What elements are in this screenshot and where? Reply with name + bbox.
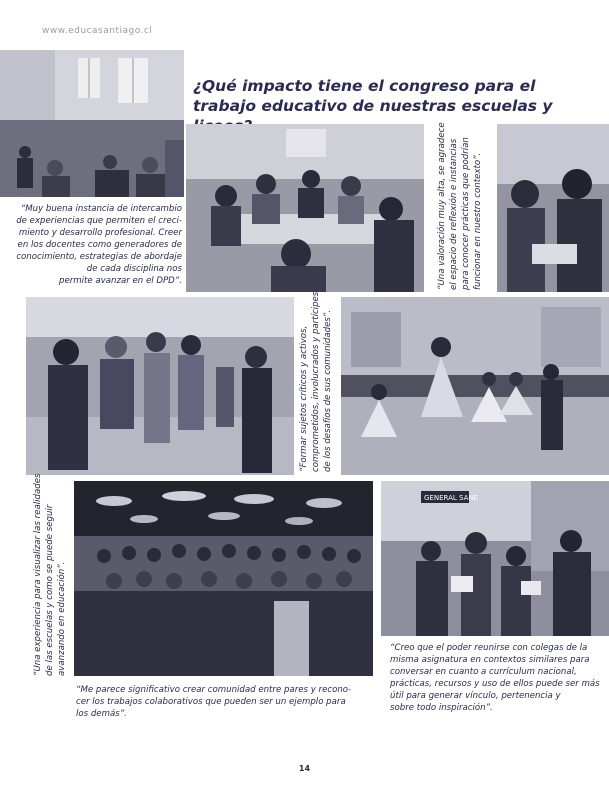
quote-experiencia: “Una experiencia para visualizar las realidades de las escuelas y como se puede seguir avanzando en educación”. xyxy=(33,473,67,676)
site-url: www.educasantiago.cl xyxy=(42,26,153,36)
photo-auditorium-group xyxy=(74,481,373,676)
photo-gym-crowd xyxy=(26,297,294,475)
page-title: ¿Qué impacto tiene el congreso para el trabajo educativo de nuestras escuelas y xyxy=(193,77,553,115)
page-number: 14 xyxy=(298,764,311,773)
photo-women-working xyxy=(497,124,609,292)
quote-sujetos-criticos: “Formar sujetos críticos y activos, comprometidos, involucrados y partícipes de los desafíos de sus comunidades”. xyxy=(299,291,333,472)
photo-round-table-group xyxy=(186,124,424,292)
quote-reunirse-colegas: “Creo que el poder reunirse con colegas de la misma asignatura en contextos similares para conversar en cuanto a currículum nacional, prácticas, recursos y uso de ellos puede ser más útil para generar vínculo, pertenencia y sobre todo inspiración”. xyxy=(390,643,600,713)
quote-intercambio: “Muy buena instancia de intercambio de experiencias que permiten el creci- miento y desarrollo profesional. Creer en los docentes como generadores de conocimiento, estrategias de abordaje de cada disciplina nos permite avanzar en el DPD”. xyxy=(16,204,182,286)
quote-valoracion: “Una valoración muy alta, se agradece el espacio de reflexión e instancias para conocer prácticas que podrían funcionar en nuestro contexto”. xyxy=(437,122,483,290)
street-sign-text: GENERAL SANE xyxy=(424,494,479,502)
quote-comunidad: “Me parece significativo crear comunidad entre pares y recono- cer los trabajos colaborativos que pueden ser un ejemplo para los demás”. xyxy=(76,685,352,719)
photo-folk-dance xyxy=(341,297,609,475)
photo-classroom-speaker xyxy=(0,50,184,197)
photo-street-group xyxy=(381,481,609,636)
